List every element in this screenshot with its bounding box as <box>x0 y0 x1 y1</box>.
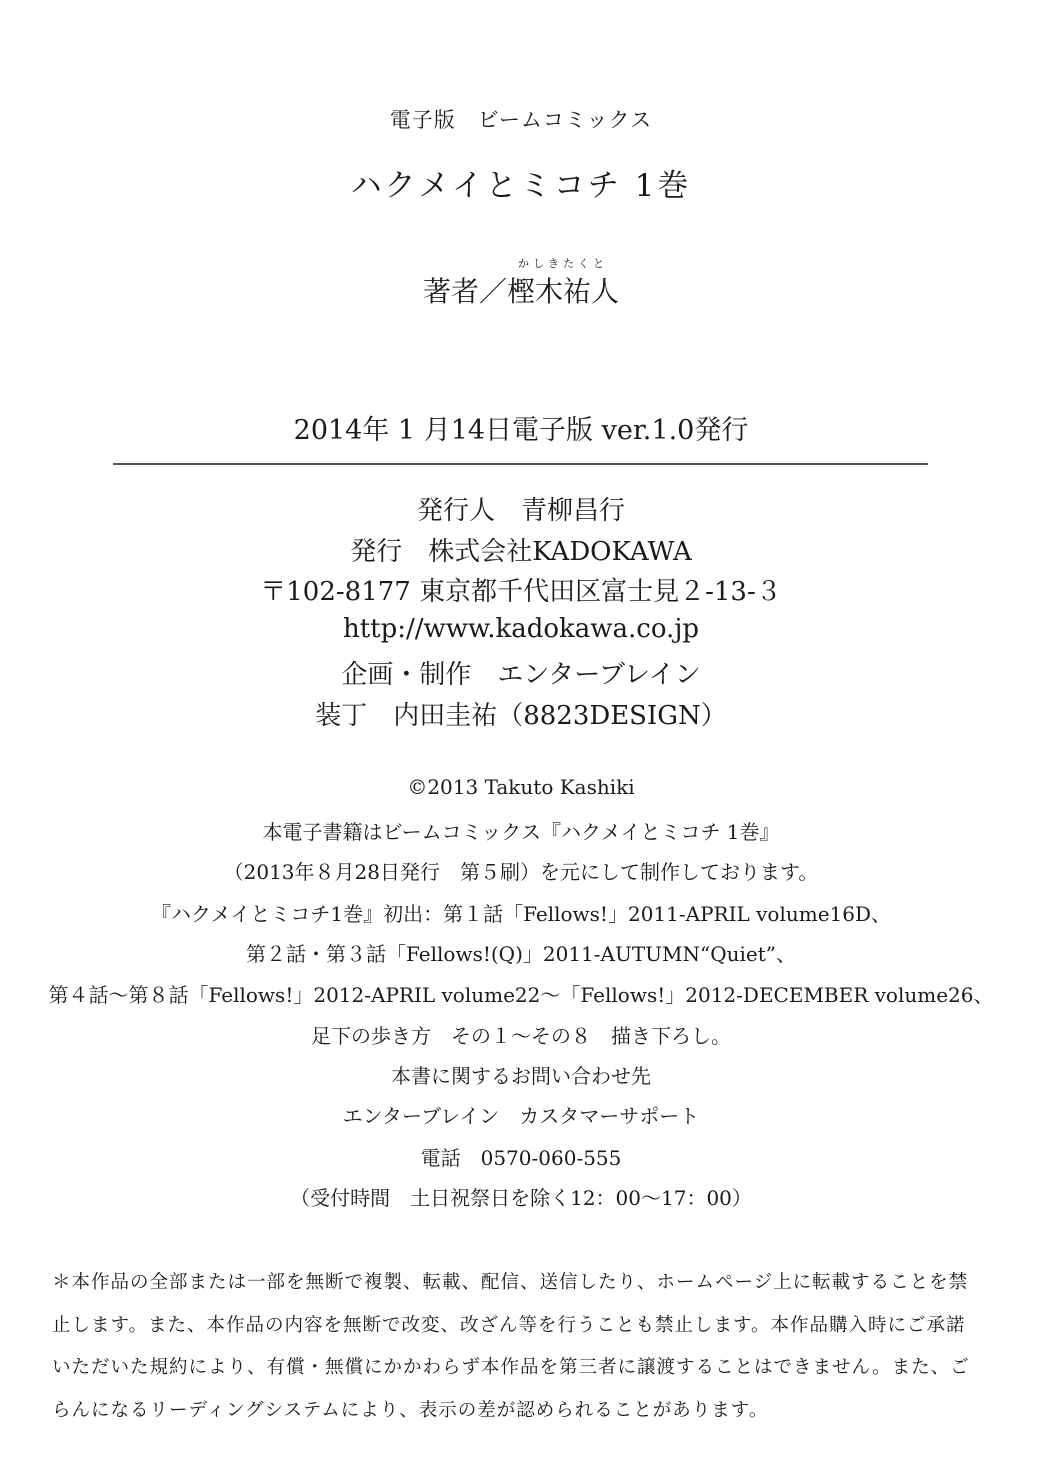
author-name-wrap <box>507 257 620 310</box>
source-note-line: 本電子書籍はビームコミックス『ハクメイとミコチ 1巻』 <box>262 820 780 844</box>
credit-address: 〒102-8177 東京都千代田区富士見２-13-３ <box>260 577 782 607</box>
disclaimer-line: らんになるリーディングシステムにより、表示の差が認められることがあります。 <box>52 1399 769 1421</box>
disclaimer-line: いただいた規約により、有償・無償にかかわらず本作品を第三者に譲渡することはできません。また、ご <box>52 1357 970 1378</box>
publish-date: 2014年 1 月14日電子版 ver.1.0発行 <box>293 415 749 446</box>
copyright-line: ©2013 Takuto Kashiki <box>407 775 635 799</box>
disclaimer-line: ＊本作品の全部または一部を無断で複製、転載、配信、送信したり、ホームページ上に転載することを禁 <box>52 1272 969 1293</box>
first-appearance-line: 足下の歩き方 その１～その８ 描き下ろし。 <box>311 1024 731 1048</box>
author-label: 著者／ <box>422 275 507 308</box>
contact-support: エンターブレイン カスタマーサポート <box>342 1104 700 1128</box>
first-appearance-line: 『ハクメイとミコチ1巻』初出：第１話「Fellows!」2011-APRIL volume16D、 <box>150 902 892 926</box>
author-line <box>0 257 1042 310</box>
author-name: 樫木祐人 <box>507 275 620 308</box>
credit-design: 装丁 内田圭祐（8823DESIGN） <box>315 701 727 731</box>
credit-url: http://www.kadokawa.co.jp <box>342 614 700 644</box>
divider-rule <box>113 463 928 465</box>
contact-hours: （受付時間 土日祝祭日を除く12：00～17：00） <box>290 1186 752 1210</box>
author-name-reading: かしきたくと <box>518 257 608 270</box>
contact-phone: 電話 0570-060-555 <box>420 1146 622 1170</box>
disclaimer <box>52 1262 997 1432</box>
first-appearance-line: 第４話～第８話「Fellows!」2012-APRIL volume22～「Fellows!」2012-DECEMBER volume26、 <box>48 983 994 1007</box>
book-title: ハクメイとミコチ 1巻 <box>350 168 692 204</box>
credit-production: 企画・制作 エンターブレイン <box>341 660 701 690</box>
imprint-label: 電子版 ビームコミックス <box>389 108 653 132</box>
disclaimer-line: 止します。また、本作品の内容を無断で改変、改ざん等を行うことも禁止します。本作品購入時にご承諾 <box>52 1314 966 1336</box>
source-note-line: （2013年８月28日発行 第５刷）を元にして制作しております。 <box>223 860 819 884</box>
credit-publisher-person: 発行人 青柳昌行 <box>416 496 625 526</box>
first-appearance-line: 第２話・第３話「Fellows!(Q)」2011-AUTUMN“Quiet”、 <box>246 942 796 966</box>
contact-heading: 本書に関するお問い合わせ先 <box>391 1064 651 1088</box>
credit-publisher: 発行 株式会社KADOKAWA <box>350 537 692 567</box>
